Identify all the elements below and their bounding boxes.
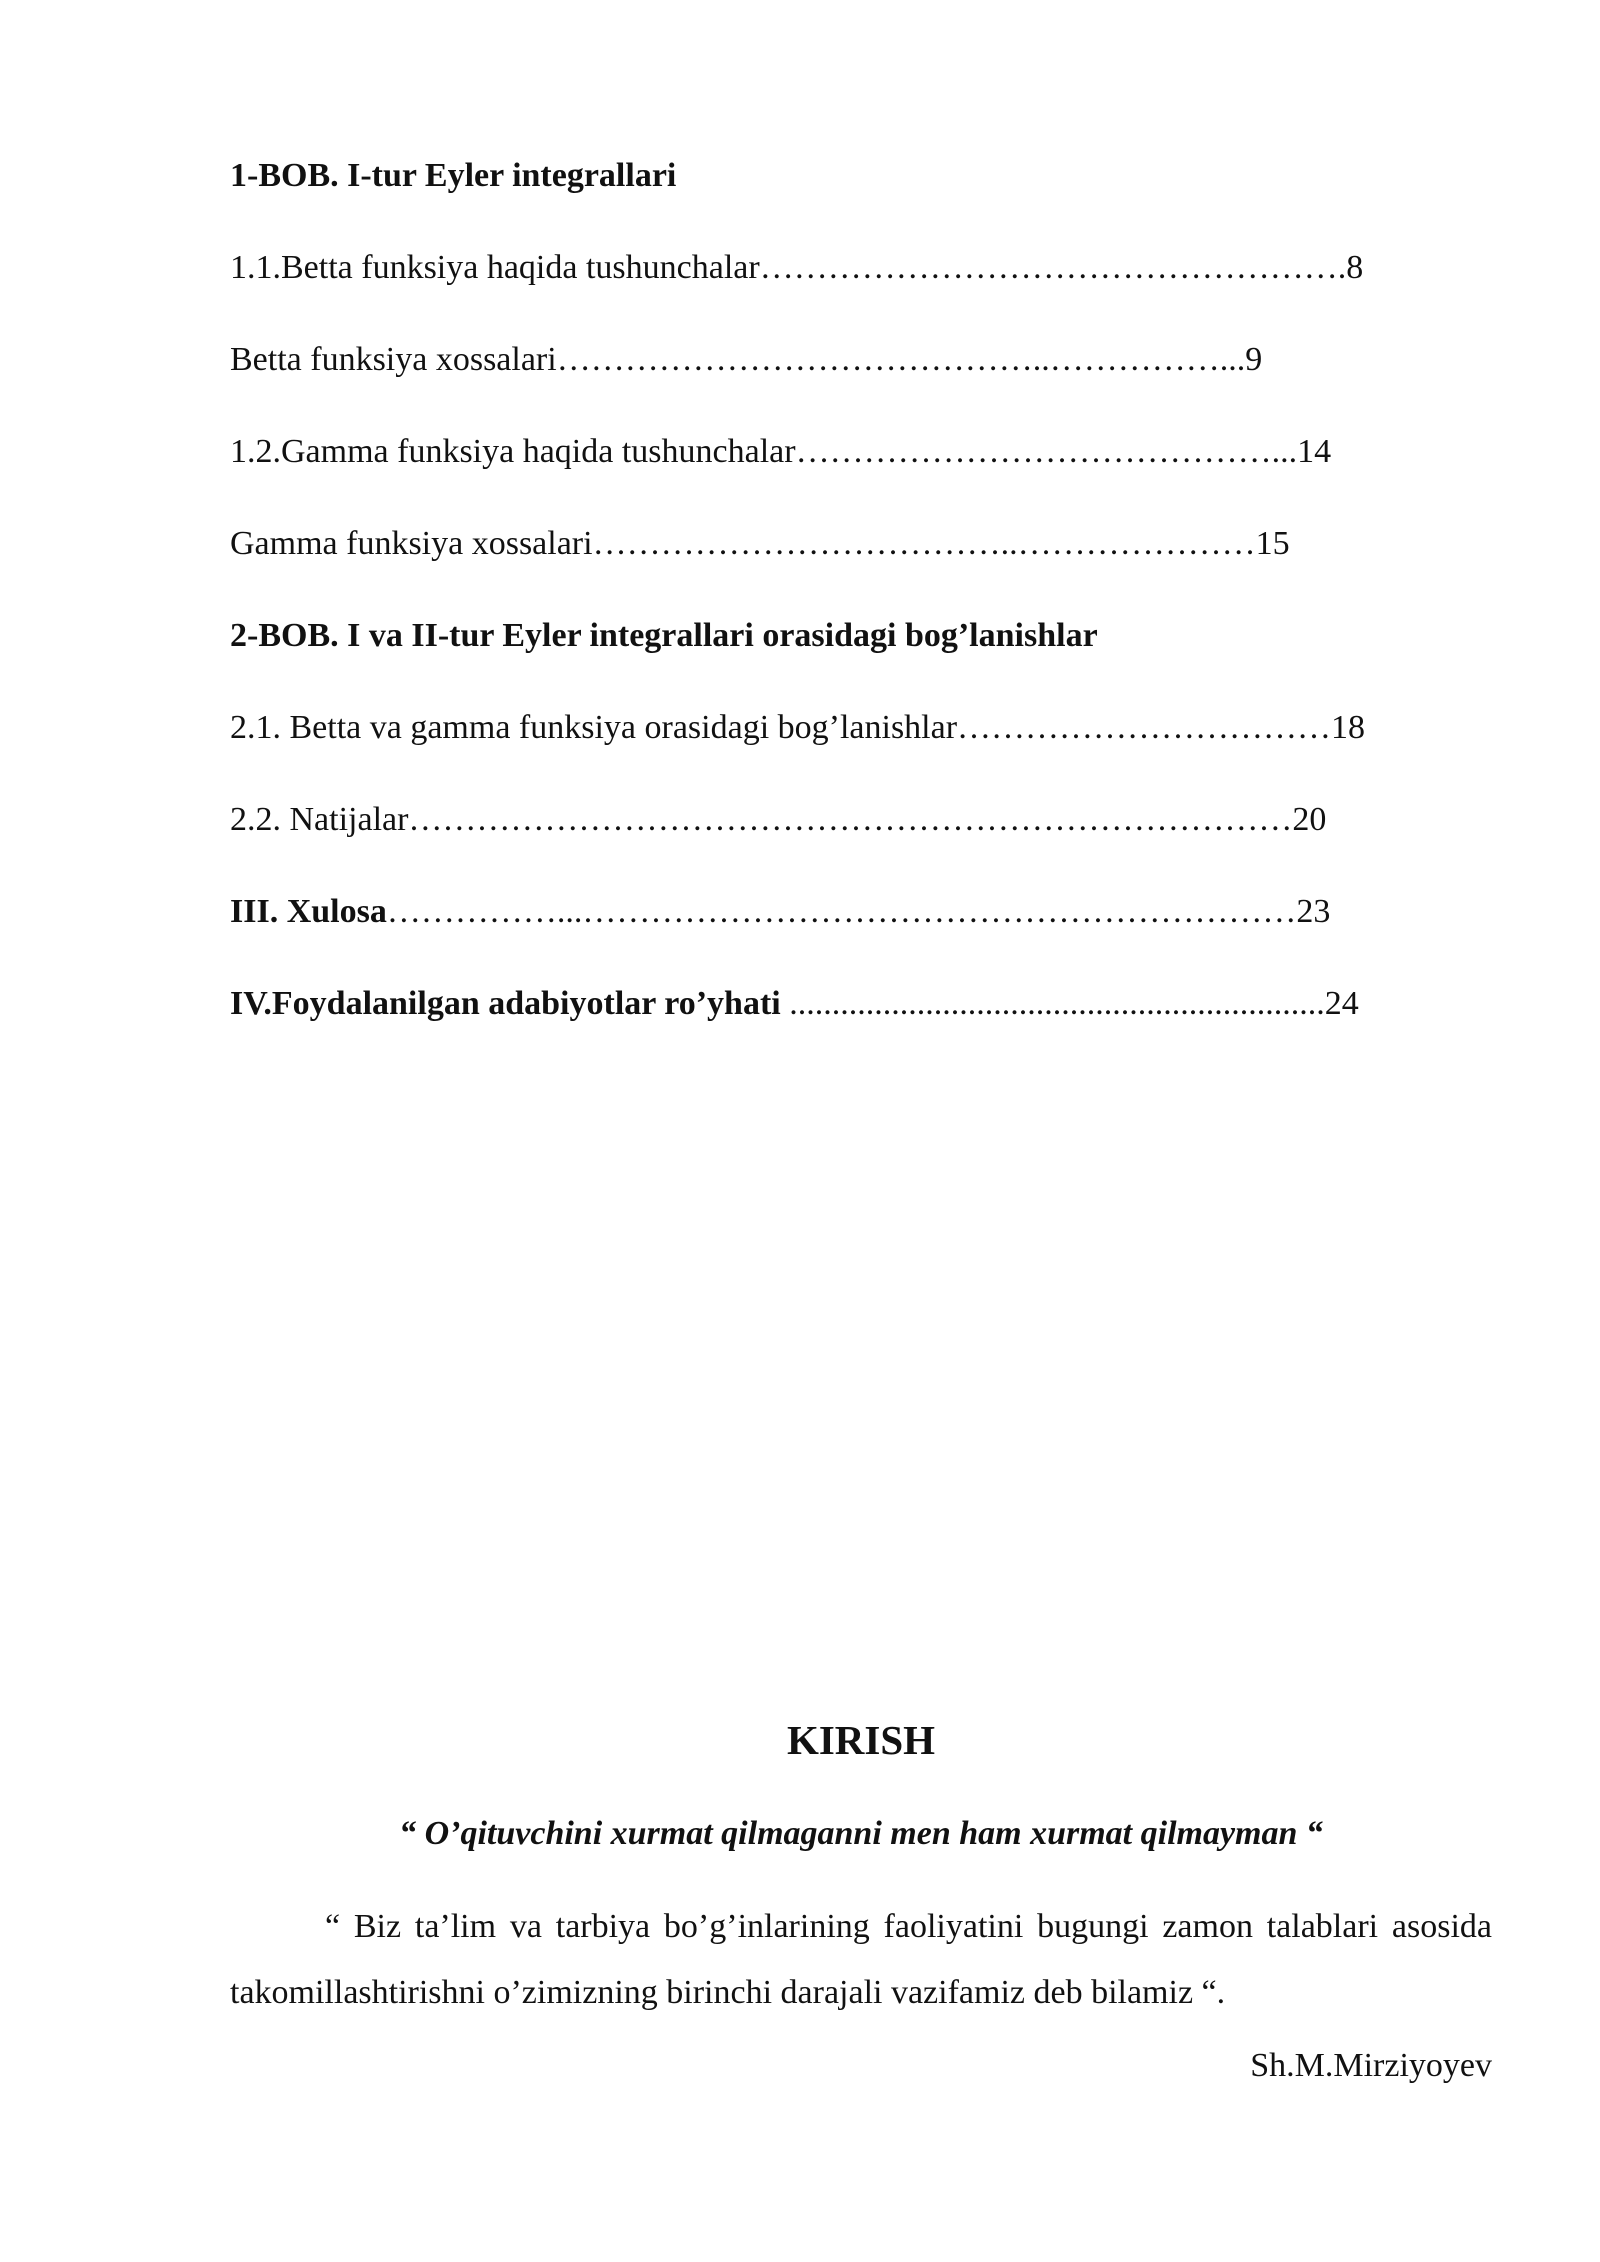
toc-entry-1-1: 1.1.Betta funksiya haqida tushunchalar…………………………………………….8: [230, 249, 1364, 286]
toc-entry-2-2: 2.2. Natijalar……………………………………………………………………20: [230, 801, 1327, 838]
intro-title: KIRISH: [786, 1717, 936, 1763]
toc-chapter2-heading: 2-BOB. I va II-tur Eyler integrallari orasidagi bog’lanishlar: [230, 617, 1098, 654]
table-of-contents: [230, 148, 1492, 1068]
toc-section4-title: IV.Foydalanilgan adabiyotlar ro’yhati: [230, 985, 781, 1022]
toc-section3-title: III. Xulosa: [230, 893, 387, 930]
toc-entry-gamma-properties: Gamma funksiya xossalari………………………………..…………………15: [230, 525, 1290, 562]
introduction-section: [230, 1710, 1492, 2094]
toc-entry-1-2: 1.2.Gamma funksiya haqida tushunchalar……………………………………...14: [230, 433, 1332, 470]
toc-section4-leader: ...............................................................24: [780, 985, 1359, 1022]
toc-entry-section-3: [230, 884, 1492, 940]
toc-entry-betta-properties: Betta funksiya xossalari……………………………………..……………...9: [230, 341, 1263, 378]
intro-quote: “ Biz ta’lim va tarbiya bo’g’inlarining faoliyatini bugungi zamon talablari asosida takomillashtirishni o’zimizning birinchi darajali vazifamiz deb bilamiz “.: [230, 1908, 1492, 2011]
toc-entry-2-1: 2.1. Betta va gamma funksiya orasidagi bog’lanishlar……………………………18: [230, 709, 1366, 746]
toc-section3-leader: ……………...………………………………………………………23: [386, 893, 1331, 930]
toc-entry-section-4: [230, 976, 1492, 1032]
intro-epigraph: “ O’qituvchini xurmat qilmaganni men ham xurmat qilmayman “: [399, 1815, 1323, 1852]
toc-chapter1-heading: 1-BOB. I-tur Eyler integrallari: [230, 157, 677, 194]
quote-author: Sh.M.Mirziyoyev: [1250, 2047, 1492, 2084]
